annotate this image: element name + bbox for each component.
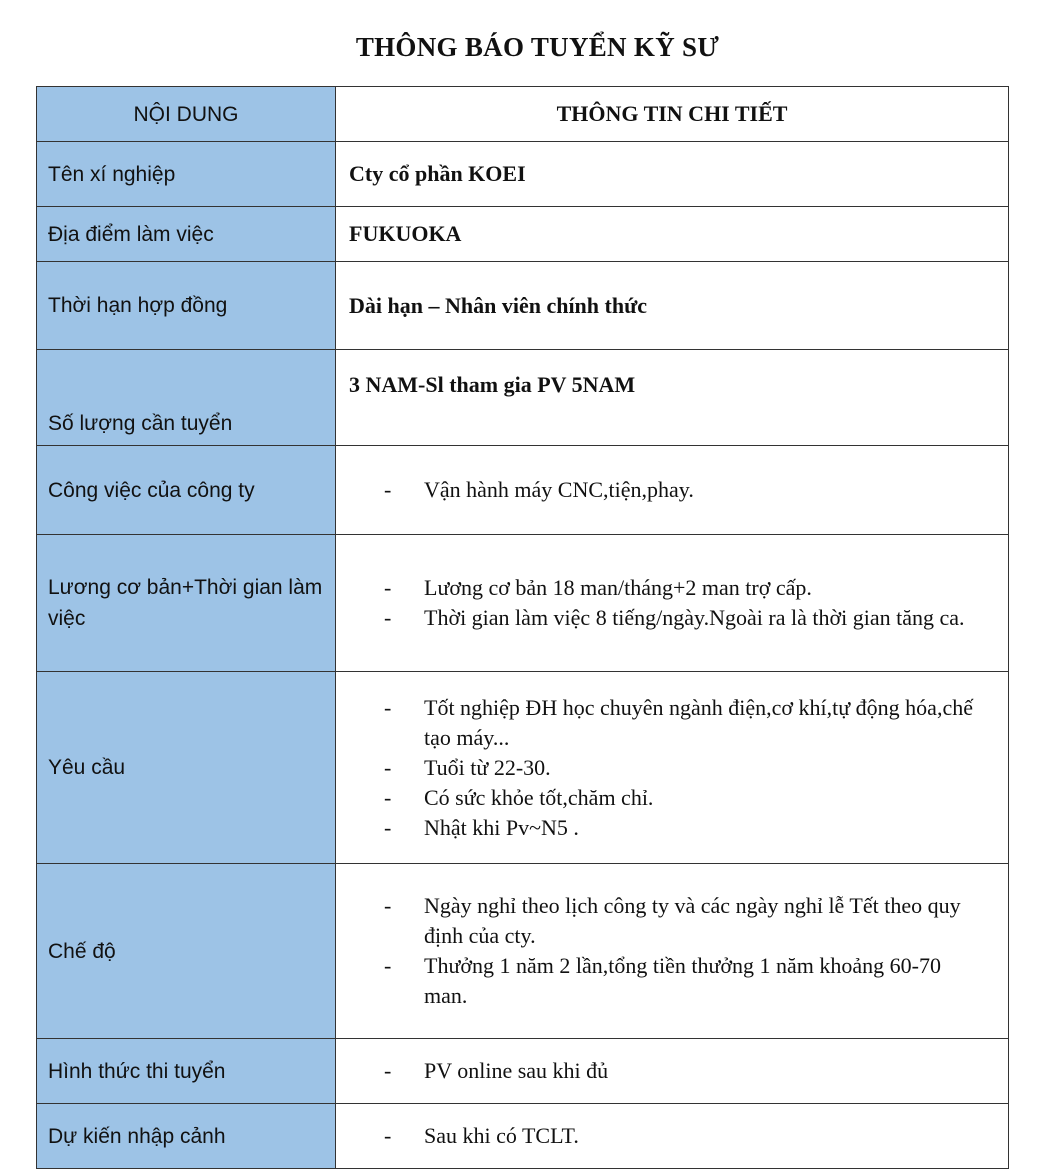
table-header-row (37, 87, 1009, 142)
bullet-dash: - (384, 784, 392, 810)
row-label-benefits: Chế độ (37, 864, 336, 1039)
list-item (336, 573, 1008, 603)
row-value-requirements (336, 672, 1009, 864)
bullet-dash: - (384, 694, 392, 720)
bullet-dash: - (384, 814, 392, 840)
list-item-text: Lương cơ bản 18 man/tháng+2 man trợ cấp. (424, 575, 812, 600)
table-row (37, 142, 1009, 207)
list-item-text: Vận hành máy CNC,tiện,phay. (424, 477, 694, 502)
list-item (336, 783, 1008, 813)
list-item (336, 475, 1008, 505)
list-item (336, 753, 1008, 783)
bullet-dash: - (384, 953, 392, 978)
list-item-text: PV online sau khi đủ (424, 1058, 609, 1083)
bullet-dash: - (384, 575, 392, 600)
row-label-contract: Thời hạn hợp đồng (37, 262, 336, 350)
header-detail: THÔNG TIN CHI TIẾT (336, 87, 1009, 142)
row-value-quantity: 3 NAM-Sl tham gia PV 5NAM (336, 350, 1009, 446)
list-item (336, 951, 1008, 1011)
table-row (37, 207, 1009, 262)
bullet-dash: - (384, 1058, 392, 1083)
list-item-text: Nhật khi Pv~N5 . (424, 814, 579, 840)
row-value-entry (336, 1104, 1009, 1169)
table-row (37, 864, 1009, 1039)
list-item (336, 1056, 1008, 1086)
table-row (37, 446, 1009, 535)
list-item (336, 693, 1008, 753)
list-item (336, 603, 1008, 633)
list-item-text: Sau khi có TCLT. (424, 1123, 579, 1148)
list-item (336, 813, 1008, 843)
row-label-location: Địa điểm làm việc (37, 207, 336, 262)
row-label-company: Tên xí nghiệp (37, 142, 336, 207)
table-row (37, 1104, 1009, 1169)
bullet-dash: - (384, 605, 392, 630)
row-label-exam: Hình thức thi tuyển (37, 1039, 336, 1104)
row-value-location: FUKUOKA (336, 207, 1009, 262)
table-row (37, 350, 1009, 446)
row-value-contract: Dài hạn – Nhân viên chính thức (336, 262, 1009, 350)
bullet-dash: - (384, 1123, 392, 1148)
table-row (37, 1039, 1009, 1104)
row-label-salary: Lương cơ bản+Thời gian làm việc (37, 535, 336, 672)
list-item-text: Thưởng 1 năm 2 lần,tổng tiền thưởng 1 năm khoảng 60-70 man. (424, 953, 941, 1008)
row-label-job: Công việc của công ty (37, 446, 336, 535)
list-item-text: Tốt nghiệp ĐH học chuyên ngành điện,cơ khí,tự động hóa,chế tạo máy... (424, 694, 973, 750)
bullet-dash: - (384, 754, 392, 780)
recruitment-table (36, 86, 1009, 1169)
list-item-text: Tuổi từ 22-30. (424, 754, 551, 780)
list-item-text: Thời gian làm việc 8 tiếng/ngày.Ngoài ra là thời gian tăng ca. (424, 605, 965, 630)
list-item-text: Có sức khỏe tốt,chăm chỉ. (424, 784, 654, 810)
row-label-requirements: Yêu cầu (37, 672, 336, 864)
row-label-entry: Dự kiến nhập cảnh (37, 1104, 336, 1169)
row-value-job (336, 446, 1009, 535)
list-item (336, 891, 1008, 951)
page-title: THÔNG BÁO TUYỂN KỸ SƯ (355, 32, 720, 62)
header-content: NỘI DUNG (37, 87, 336, 142)
list-item (336, 1121, 1008, 1151)
row-value-exam (336, 1039, 1009, 1104)
table-row (37, 262, 1009, 350)
row-value-benefits (336, 864, 1009, 1039)
table-row (37, 535, 1009, 672)
table-row (37, 672, 1009, 864)
row-value-salary (336, 535, 1009, 672)
list-item-text: Ngày nghỉ theo lịch công ty và các ngày nghỉ lễ Tết theo quy định của cty. (424, 893, 961, 948)
row-value-company: Cty cổ phần KOEI (336, 142, 1009, 207)
bullet-dash: - (384, 893, 392, 918)
row-label-quantity: Số lượng cần tuyển (37, 350, 336, 446)
bullet-dash: - (384, 477, 392, 502)
